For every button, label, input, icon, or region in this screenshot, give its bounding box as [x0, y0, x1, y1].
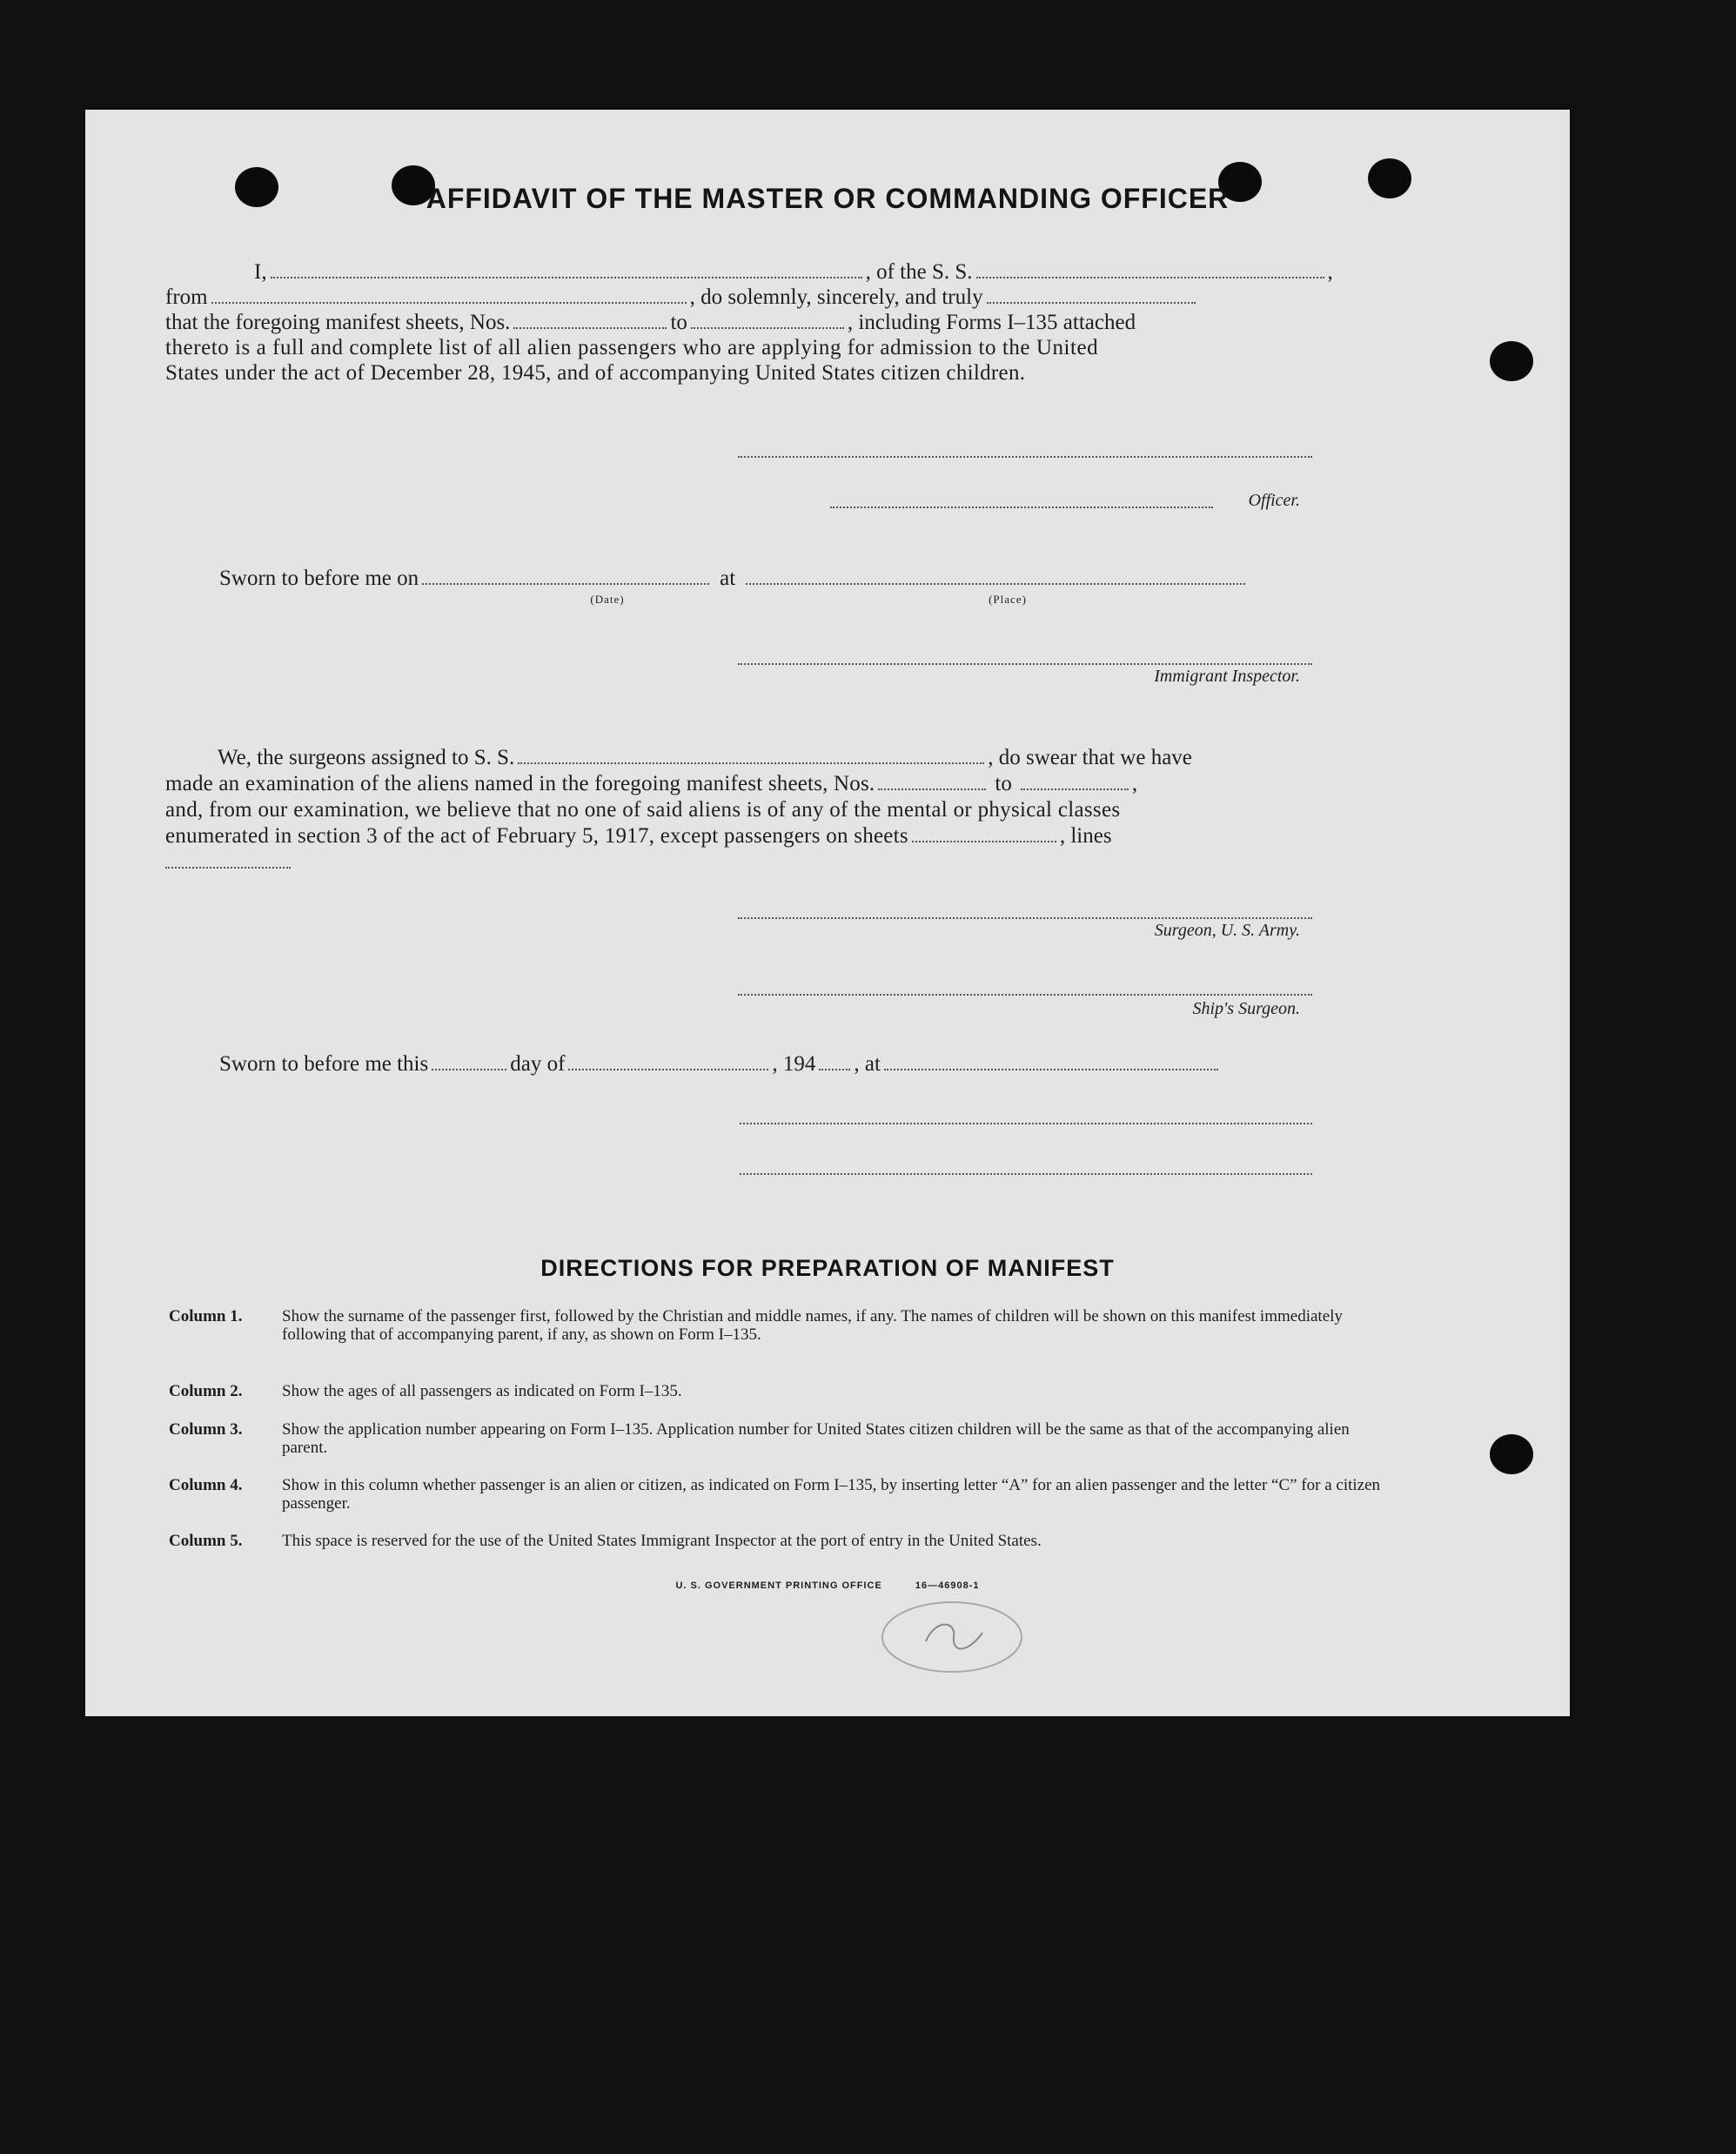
officer-signature-line[interactable] [830, 507, 1213, 508]
printer-footer: U. S. GOVERNMENT PRINTING OFFICE 16—46908-1 [675, 1580, 980, 1591]
direction-item-4 [169, 1476, 1404, 1513]
direction-column-label: Column 1. [169, 1307, 243, 1325]
sworn-place-field[interactable] [746, 569, 1245, 585]
affidavit-line-2: from , do solemnly, sincerely, and truly [165, 285, 1401, 311]
surgeon-line-3: and, from our examination, we believe that no one of said aliens is of any of the mental or physical classes [165, 798, 1121, 822]
ship-surgeon-caption: Ship's Surgeon. [1192, 999, 1300, 1018]
army-surgeon-signature-line[interactable] [738, 917, 1312, 919]
name-field[interactable] [271, 263, 862, 278]
sworn-date-field[interactable] [422, 569, 709, 585]
sworn-signature-line-1[interactable] [740, 1123, 1312, 1124]
direction-item-1 [169, 1307, 1404, 1344]
examined-sheet-from-field[interactable] [878, 775, 986, 790]
direction-text: This space is reserved for the use of the United States Immigrant Inspector at the port of entry in the United States. [282, 1532, 1042, 1550]
from-port-field[interactable] [211, 288, 687, 304]
sworn-at-field[interactable] [884, 1055, 1218, 1070]
direction-column-label: Column 2. [169, 1382, 243, 1400]
sworn-this-line: Sworn to before me this day of , 194 , at [219, 1051, 1403, 1077]
sworn-year-field[interactable] [819, 1055, 850, 1070]
direction-item-2 [169, 1382, 1404, 1400]
surgeon-army-caption: Surgeon, U. S. Army. [1154, 921, 1300, 940]
direction-item-3 [169, 1420, 1404, 1457]
sheet-to-field[interactable] [691, 313, 844, 329]
affidavit-line-3: that the foregoing manifest sheets, Nos. to , including Forms I–135 attached [165, 311, 1136, 334]
affidavit-line-4: thereto is a full and complete list of all alien passengers who are applying for admission to the United [165, 336, 1099, 359]
directions-title: DIRECTIONS FOR PREPARATION OF MANIFEST [540, 1255, 1115, 1281]
direction-column-label: Column 5. [169, 1532, 243, 1550]
sheet-from-field[interactable] [513, 313, 667, 329]
form-page [85, 110, 1570, 1716]
direction-text: Show in this column whether passenger is an alien or citizen, as indicated on Form I–135, by inserting letter “A” for an alien passenger and the letter “C” for a citizen passenger. [282, 1476, 1381, 1513]
affidavit-line-1: I, , of the S. S. , [254, 260, 1333, 284]
direction-column-label: Column 3. [169, 1420, 243, 1439]
ship-surgeon-signature-line[interactable] [738, 994, 1312, 996]
date-caption: (Date) [590, 593, 625, 606]
direction-column-label: Column 4. [169, 1476, 243, 1494]
except-lines-field[interactable] [165, 867, 291, 869]
sworn-month-field[interactable] [568, 1055, 768, 1070]
inspector-caption: Immigrant Inspector. [1154, 667, 1300, 686]
direction-text: Show the application number appearing on Form I–135. Application number for United States citizen children will be the same as that of the accompanying alien parent. [282, 1420, 1350, 1457]
handwritten-mark [874, 1589, 1030, 1685]
sworn-day-field[interactable] [432, 1055, 506, 1070]
affidavit-title: AFFIDAVIT OF THE MASTER OR COMMANDING OFFICER [426, 183, 1230, 214]
direction-text: Show the ages of all passengers as indicated on Form I–135. [282, 1382, 682, 1400]
surgeon-line-1: We, the surgeons assigned to S. S. , do swear that we have [218, 746, 1192, 769]
punch-hole [1490, 341, 1533, 381]
punch-hole [1490, 1434, 1533, 1474]
affidavit-line-5: States under the act of December 28, 1945, and of accompanying United States citizen children. [165, 361, 1026, 385]
surgeon-line-4: enumerated in section 3 of the act of February 5, 1917, except passengers on sheets , lines [165, 824, 1112, 848]
examined-sheet-to-field[interactable] [1021, 775, 1129, 790]
master-signature-line[interactable] [738, 456, 1312, 458]
surgeon-line-2: made an examination of the aliens named in the foregoing manifest sheets, Nos. to , [165, 772, 1138, 795]
sworn-statement-field[interactable] [987, 288, 1196, 304]
surgeon-ship-field[interactable] [518, 748, 984, 764]
inspector-signature-line[interactable] [738, 663, 1312, 665]
sworn-signature-line-2[interactable] [740, 1173, 1312, 1175]
except-sheets-field[interactable] [912, 827, 1056, 842]
sworn-on-line: Sworn to before me on at [219, 566, 1403, 592]
place-caption: (Place) [989, 593, 1027, 606]
direction-item-5 [169, 1532, 1404, 1550]
direction-text: Show the surname of the passenger first, followed by the Christian and middle names, if any. The names of children will be shown on this manifest immediately following that of accompanying parent, if any, as shown on Form I–135. [282, 1307, 1343, 1344]
officer-caption: Officer. [1248, 491, 1300, 510]
ship-name-field[interactable] [976, 263, 1324, 278]
